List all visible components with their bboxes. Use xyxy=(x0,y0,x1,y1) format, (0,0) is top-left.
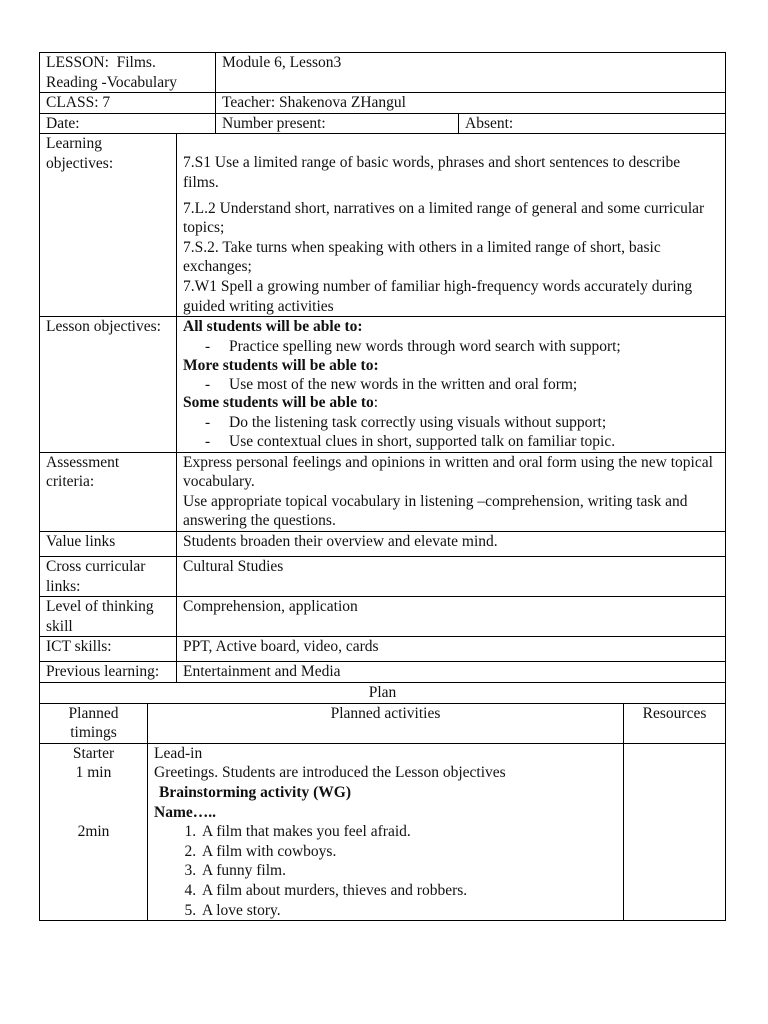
some-students-heading: Some students will be able to: xyxy=(183,393,379,411)
thinking-skill-row xyxy=(40,597,726,637)
previous-learning-label: Previous learning: xyxy=(40,662,177,683)
assessment-label: Assessment criteria: xyxy=(40,452,177,531)
objective-bullet: - Practice spelling new words through word search with support; xyxy=(205,337,621,355)
lesson-value: Films. xyxy=(116,54,156,71)
lesson-cell xyxy=(40,53,216,93)
previous-learning-cell: Entertainment and Media xyxy=(177,662,726,683)
timing-2min: 2min xyxy=(77,823,110,840)
lesson-plan-document xyxy=(39,52,725,921)
cross-curricular-label: Cross curricular links: xyxy=(40,557,177,597)
list-item: 2. A film with cowboys. xyxy=(200,842,617,862)
value-links-label: Value links xyxy=(40,532,177,557)
assessment-cell xyxy=(177,452,726,531)
plan-title-row xyxy=(40,683,726,704)
planned-activities-header: Planned activities xyxy=(148,703,624,743)
thinking-skill-cell: Comprehension, application xyxy=(177,597,726,637)
all-students-heading: All students will be able to: xyxy=(183,318,363,336)
class-row xyxy=(40,93,726,114)
lesson-objectives-label: Lesson objectives: xyxy=(40,317,177,453)
list-item: 3. A funny film. xyxy=(200,861,617,881)
list-item: 5. A love story. xyxy=(200,901,617,921)
previous-learning-row xyxy=(40,662,726,683)
starter-row xyxy=(40,743,726,920)
greetings-text: Greetings. Students are introduced the Lesson objectives xyxy=(154,764,506,782)
date-cell: Date: xyxy=(40,113,216,134)
name-list xyxy=(154,822,617,920)
objectives-table xyxy=(39,133,726,683)
lesson-row xyxy=(40,53,726,93)
lesson-objectives-row xyxy=(40,317,726,453)
plan-title: Plan xyxy=(40,683,726,704)
learning-objectives-label: Learning objectives: xyxy=(40,134,177,317)
starter-timing-cell xyxy=(40,743,148,920)
absent-cell: Absent: xyxy=(459,113,726,134)
class-cell: CLASS: 7 xyxy=(40,93,216,114)
planned-timings-header: Planned timings xyxy=(40,703,148,743)
lead-in-text: Lead-in xyxy=(154,744,203,762)
starter-resources-cell xyxy=(624,743,726,920)
teacher-cell: Teacher: Shakenova ZHangul xyxy=(216,93,726,114)
learning-objectives-row xyxy=(40,134,726,317)
resources-header: Resources xyxy=(624,703,726,743)
starter-label: Starter xyxy=(72,744,115,762)
header-table xyxy=(39,52,726,134)
lesson-label: LESSON: xyxy=(46,54,109,71)
timing-1min: 1 min xyxy=(75,764,112,782)
objective-bullet: - Use contextual clues in short, supported talk on familiar topic. xyxy=(205,433,616,451)
list-item: 4. A film about murders, thieves and robbers. xyxy=(200,881,617,901)
assessment-line: Use appropriate topical vocabulary in listening –comprehension, writing task and answering the questions. xyxy=(183,492,688,530)
assessment-row xyxy=(40,452,726,531)
learning-objective-item: 7.S1 Use a limited range of basic words, phrases and short sentences to describe films. xyxy=(183,154,681,191)
ict-row xyxy=(40,637,726,662)
value-links-cell: Students broaden their overview and elevate mind. xyxy=(177,532,726,557)
thinking-skill-label: Level of thinking skill xyxy=(40,597,177,637)
assessment-line: Express personal feelings and opinions in written and oral form using the new topical vocabulary. xyxy=(183,453,713,491)
lesson-objectives-cell xyxy=(177,317,726,453)
lesson-sub: Reading -Vocabulary xyxy=(46,73,177,91)
brainstorming-heading: Brainstorming activity (WG) xyxy=(159,784,352,801)
plan-table xyxy=(39,682,726,921)
starter-activities-cell xyxy=(148,743,624,920)
objective-bullet: - Do the listening task correctly using visuals without support; xyxy=(205,413,607,431)
learning-objectives-cell xyxy=(177,134,726,317)
ict-label: ICT skills: xyxy=(40,637,177,662)
ict-cell: PPT, Active board, video, cards xyxy=(177,637,726,662)
cross-curricular-cell: Cultural Studies xyxy=(177,557,726,597)
learning-objective-item: 7.L.2 Understand short, narratives on a limited range of general and some curricular topics; xyxy=(183,199,705,237)
learning-objective-item: 7.W1 Spell a growing number of familiar high-frequency words accurately during guided writing activities xyxy=(183,277,693,315)
date-row xyxy=(40,113,726,134)
value-links-row xyxy=(40,532,726,557)
plan-header-row xyxy=(40,703,726,743)
number-present-cell: Number present: xyxy=(216,113,459,134)
cross-curricular-row xyxy=(40,557,726,597)
more-students-heading: More students will be able to: xyxy=(183,357,379,375)
module-cell: Module 6, Lesson3 xyxy=(216,53,726,93)
objective-bullet: - Use most of the new words in the written and oral form; xyxy=(205,375,578,393)
name-heading: Name….. xyxy=(154,803,216,821)
learning-objective-item: 7.S.2. Take turns when speaking with others in a limited range of short, basic exchanges; xyxy=(183,238,661,276)
list-item: 1. A film that makes you feel afraid. xyxy=(200,822,617,842)
